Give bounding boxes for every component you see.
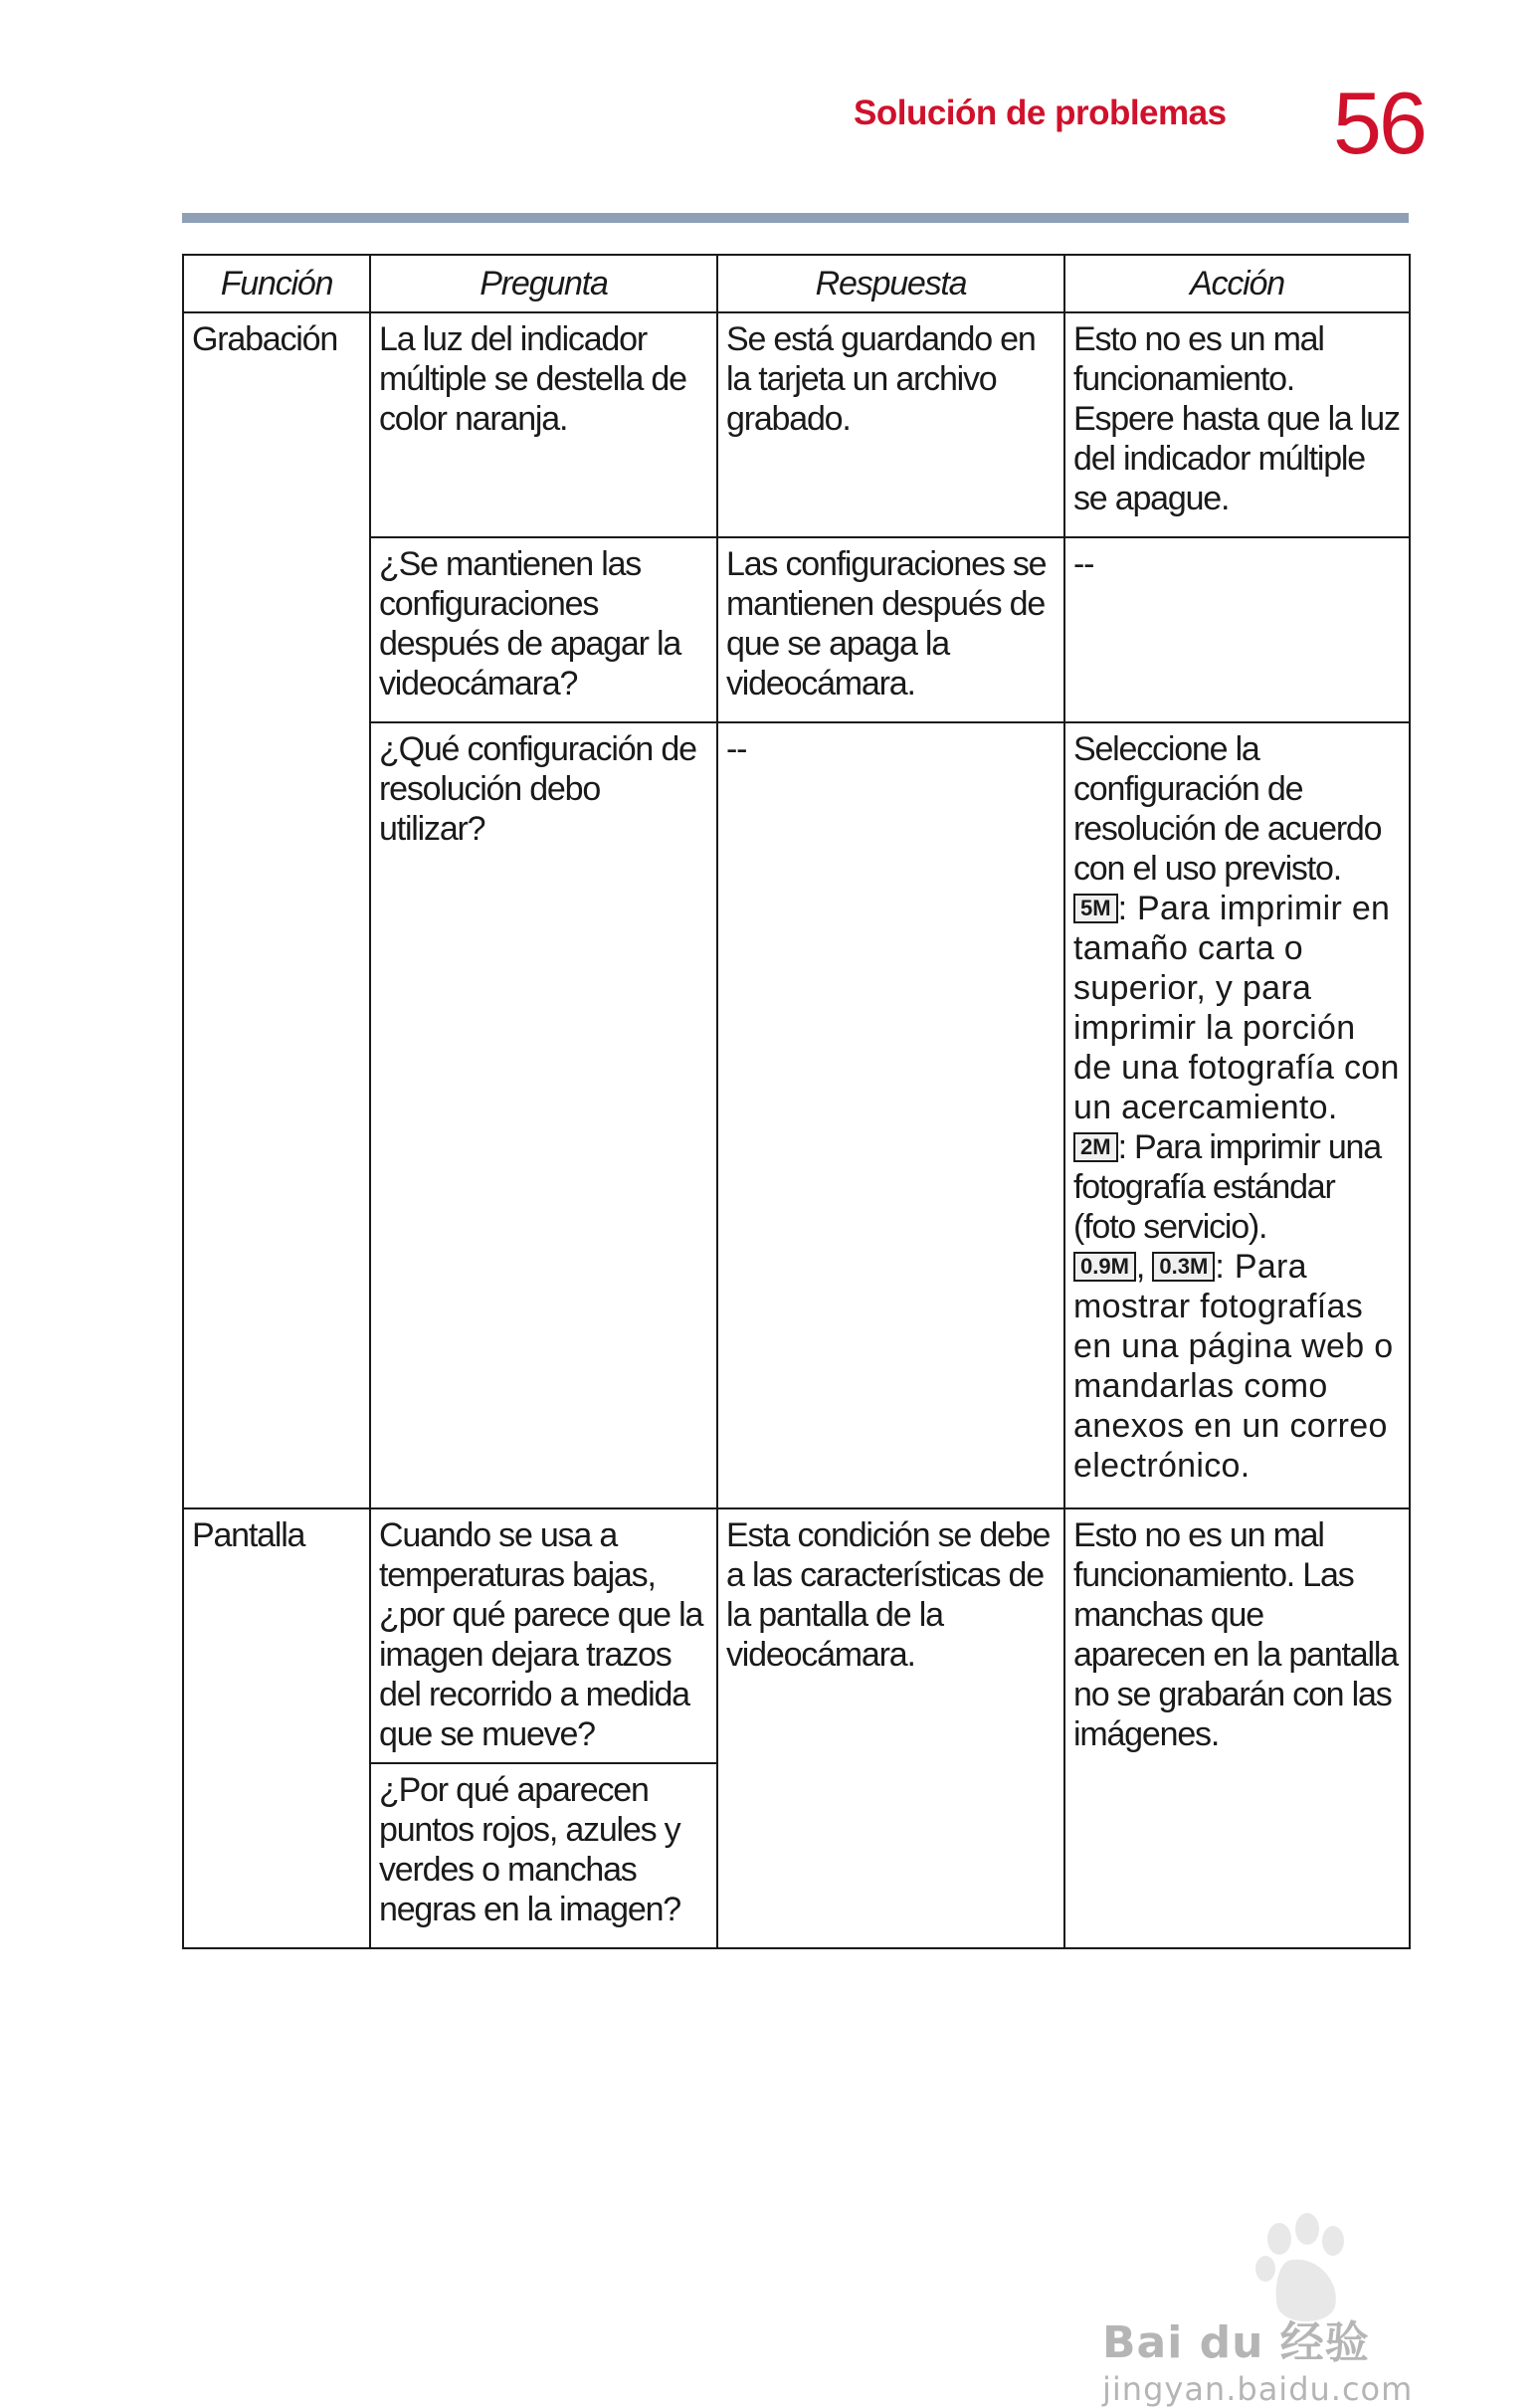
column-header-answer: Respuesta [717,255,1064,312]
action-item-text: : Para mostrar fotografías en una página web o mandarlas como anexos en un correo electrónico. [1073,1248,1394,1485]
icon-separator: , [1135,1248,1153,1286]
resolution-2m-icon: 2M [1073,1132,1118,1162]
page-number: 56 [1333,74,1425,172]
function-cell-grabacion: Grabación [183,312,370,1508]
question-cell: ¿Por qué aparecen puntos rojos, azules y verdes o manchas negras en la imagen? [370,1763,717,1948]
action-intro: Seleccione la configuración de resolución de acuerdo con el uso previsto. [1073,730,1382,888]
column-header-question: Pregunta [370,255,717,312]
action-item-text: : Para imprimir una fotografía estándar (foto servicio). [1073,1128,1381,1246]
column-header-action: Acción [1064,255,1410,312]
resolution-5m-icon: 5M [1073,894,1118,923]
watermark-text [1102,2307,1413,2408]
table-row [183,1508,1410,1763]
answer-cell: Esta condición se debe a las características de la pantalla de la videocámara. [717,1508,1064,1948]
resolution-0-9m-icon: 0.9M [1073,1252,1136,1282]
resolution-0-3m-icon: 0.3M [1152,1252,1215,1282]
action-cell [1064,722,1410,1508]
action-cell: Esto no es un mal funcionamiento. Espere hasta que la luz del indicador múltiple se apague. [1064,312,1410,537]
question-cell: Cuando se usa a temperaturas bajas, ¿por qué parece que la imagen dejara trazos del recorrido a medida que se mueve? [370,1508,717,1763]
answer-cell: Se está guardando en la tarjeta un archivo grabado. [717,312,1064,537]
column-header-function: Función [183,255,370,312]
answer-cell: -- [717,722,1064,1508]
action-item-text: : Para imprimir en tamaño carta o superior, y para imprimir la porción de una fotografía con un acercamiento. [1073,890,1400,1126]
table-header-row [183,255,1410,312]
question-cell: La luz del indicador múltiple se destella de color naranja. [370,312,717,537]
action-cell: Esto no es un mal funcionamiento. Las manchas que aparecen en la pantalla no se grabarán con las imágenes. [1064,1508,1410,1948]
action-cell: -- [1064,537,1410,722]
table-row [183,312,1410,537]
answer-cell: Las configuraciones se mantienen después de que se apaga la videocámara. [717,537,1064,722]
function-cell-pantalla: Pantalla [183,1508,370,1948]
section-title: Solución de problemas [854,94,1227,132]
watermark-logo-text: Bai du 经验 [1102,2317,1370,2368]
question-cell: ¿Se mantienen las configuraciones después de apagar la videocámara? [370,537,717,722]
troubleshooting-table [182,254,1411,1949]
header-rule [182,213,1409,223]
question-cell: ¿Qué configuración de resolución debo utilizar? [370,722,717,1508]
watermark-url: jingyan.baidu.com [1102,2370,1414,2408]
